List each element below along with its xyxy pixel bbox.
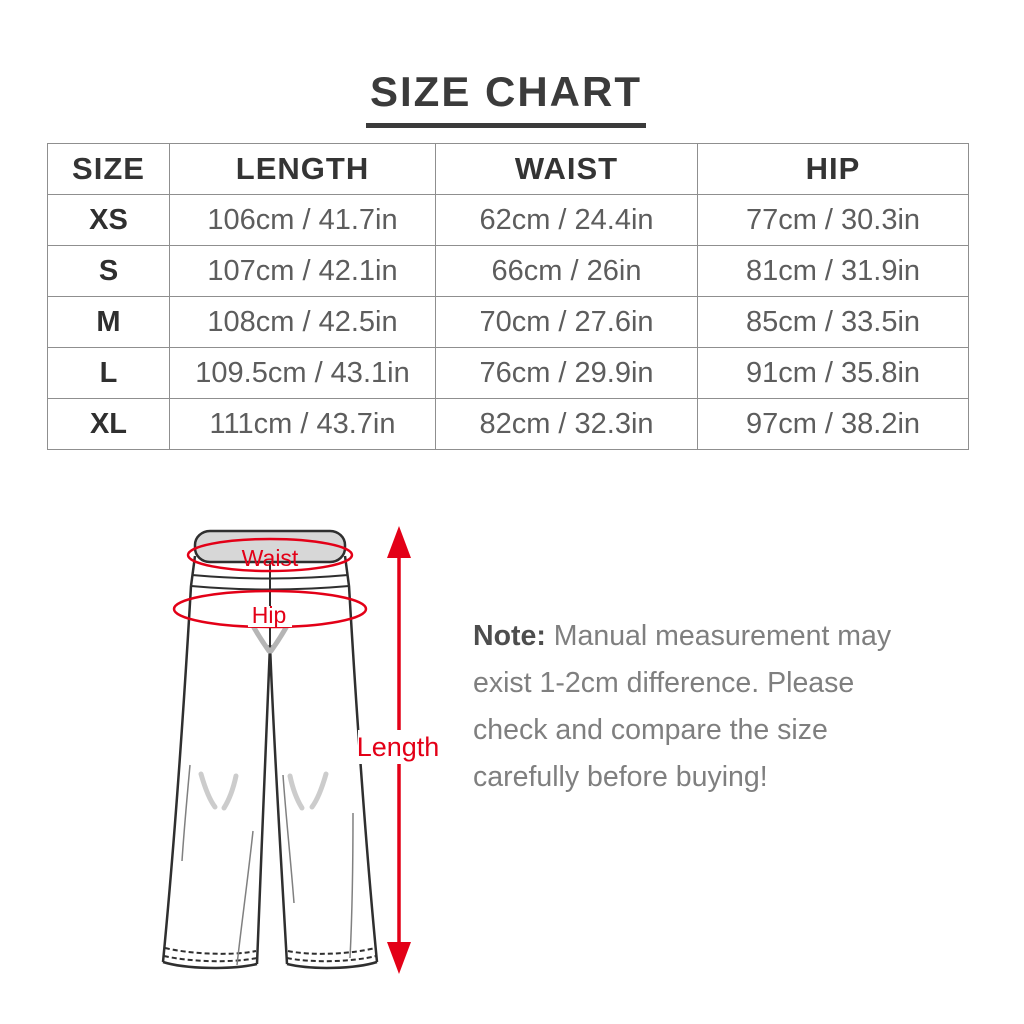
- cell-length: 109.5cm / 43.1in: [170, 348, 436, 399]
- title-area: [0, 68, 1012, 128]
- cell-size: L: [48, 348, 170, 399]
- cell-size: S: [48, 246, 170, 297]
- note-line: carefully before buying!: [473, 760, 768, 793]
- hem-stitching: [164, 956, 257, 961]
- table-row: [48, 348, 969, 399]
- note-line: exist 1-2cm difference. Please: [473, 666, 855, 699]
- inner-leg: [270, 645, 287, 964]
- table-row: [48, 399, 969, 450]
- header-size: SIZE: [48, 144, 170, 195]
- cell-waist: 82cm / 32.3in: [436, 399, 698, 450]
- cell-hip: 77cm / 30.3in: [698, 195, 969, 246]
- cell-hip: 97cm / 38.2in: [698, 399, 969, 450]
- header-length: LENGTH: [170, 144, 436, 195]
- pants-outline: [163, 586, 191, 962]
- knee-crease: [290, 776, 302, 808]
- cell-waist: 62cm / 24.4in: [436, 195, 698, 246]
- table-row: [48, 246, 969, 297]
- length-label: Length: [356, 732, 440, 762]
- pants-outline: [349, 586, 377, 962]
- inner-leg: [257, 645, 270, 964]
- header-hip: HIP: [698, 144, 969, 195]
- cell-hip: 91cm / 35.8in: [698, 348, 969, 399]
- note-line: check and compare the size: [473, 713, 828, 746]
- cell-size: M: [48, 297, 170, 348]
- cell-size: XS: [48, 195, 170, 246]
- waist-label: Waist: [241, 545, 299, 571]
- cell-length: 111cm / 43.7in: [170, 399, 436, 450]
- knee-crease: [201, 774, 215, 807]
- length-arrow-head-up: [387, 526, 411, 558]
- length-arrow-head-down: [387, 942, 411, 974]
- hem-stitching: [287, 956, 376, 961]
- hem-stitching: [165, 948, 256, 954]
- fabric-crease: [350, 813, 353, 958]
- size-table: [47, 143, 969, 450]
- cell-hip: 81cm / 31.9in: [698, 246, 969, 297]
- page-title: SIZE CHART: [366, 68, 646, 128]
- cell-hip: 85cm / 33.5in: [698, 297, 969, 348]
- cell-length: 106cm / 41.7in: [170, 195, 436, 246]
- table-row: [48, 297, 969, 348]
- cell-size: XL: [48, 399, 170, 450]
- pants-diagram: [140, 518, 440, 988]
- cell-waist: 66cm / 26in: [436, 246, 698, 297]
- hem: [163, 962, 257, 968]
- note-text: [473, 613, 978, 801]
- fabric-crease: [182, 765, 190, 861]
- note-label: Note:: [473, 619, 546, 652]
- table-header-row: [48, 144, 969, 195]
- header-waist: WAIST: [436, 144, 698, 195]
- cell-waist: 76cm / 29.9in: [436, 348, 698, 399]
- table-row: [48, 195, 969, 246]
- knee-crease: [224, 776, 236, 808]
- hem-stitching: [288, 948, 375, 954]
- note-line: Manual measurement may: [553, 619, 892, 652]
- hip-label: Hip: [251, 602, 287, 628]
- fabric-crease: [283, 775, 294, 903]
- cell-length: 107cm / 42.1in: [170, 246, 436, 297]
- cell-length: 108cm / 42.5in: [170, 297, 436, 348]
- hem: [287, 962, 377, 968]
- fabric-crease: [237, 831, 253, 965]
- knee-crease: [312, 774, 326, 807]
- cell-waist: 70cm / 27.6in: [436, 297, 698, 348]
